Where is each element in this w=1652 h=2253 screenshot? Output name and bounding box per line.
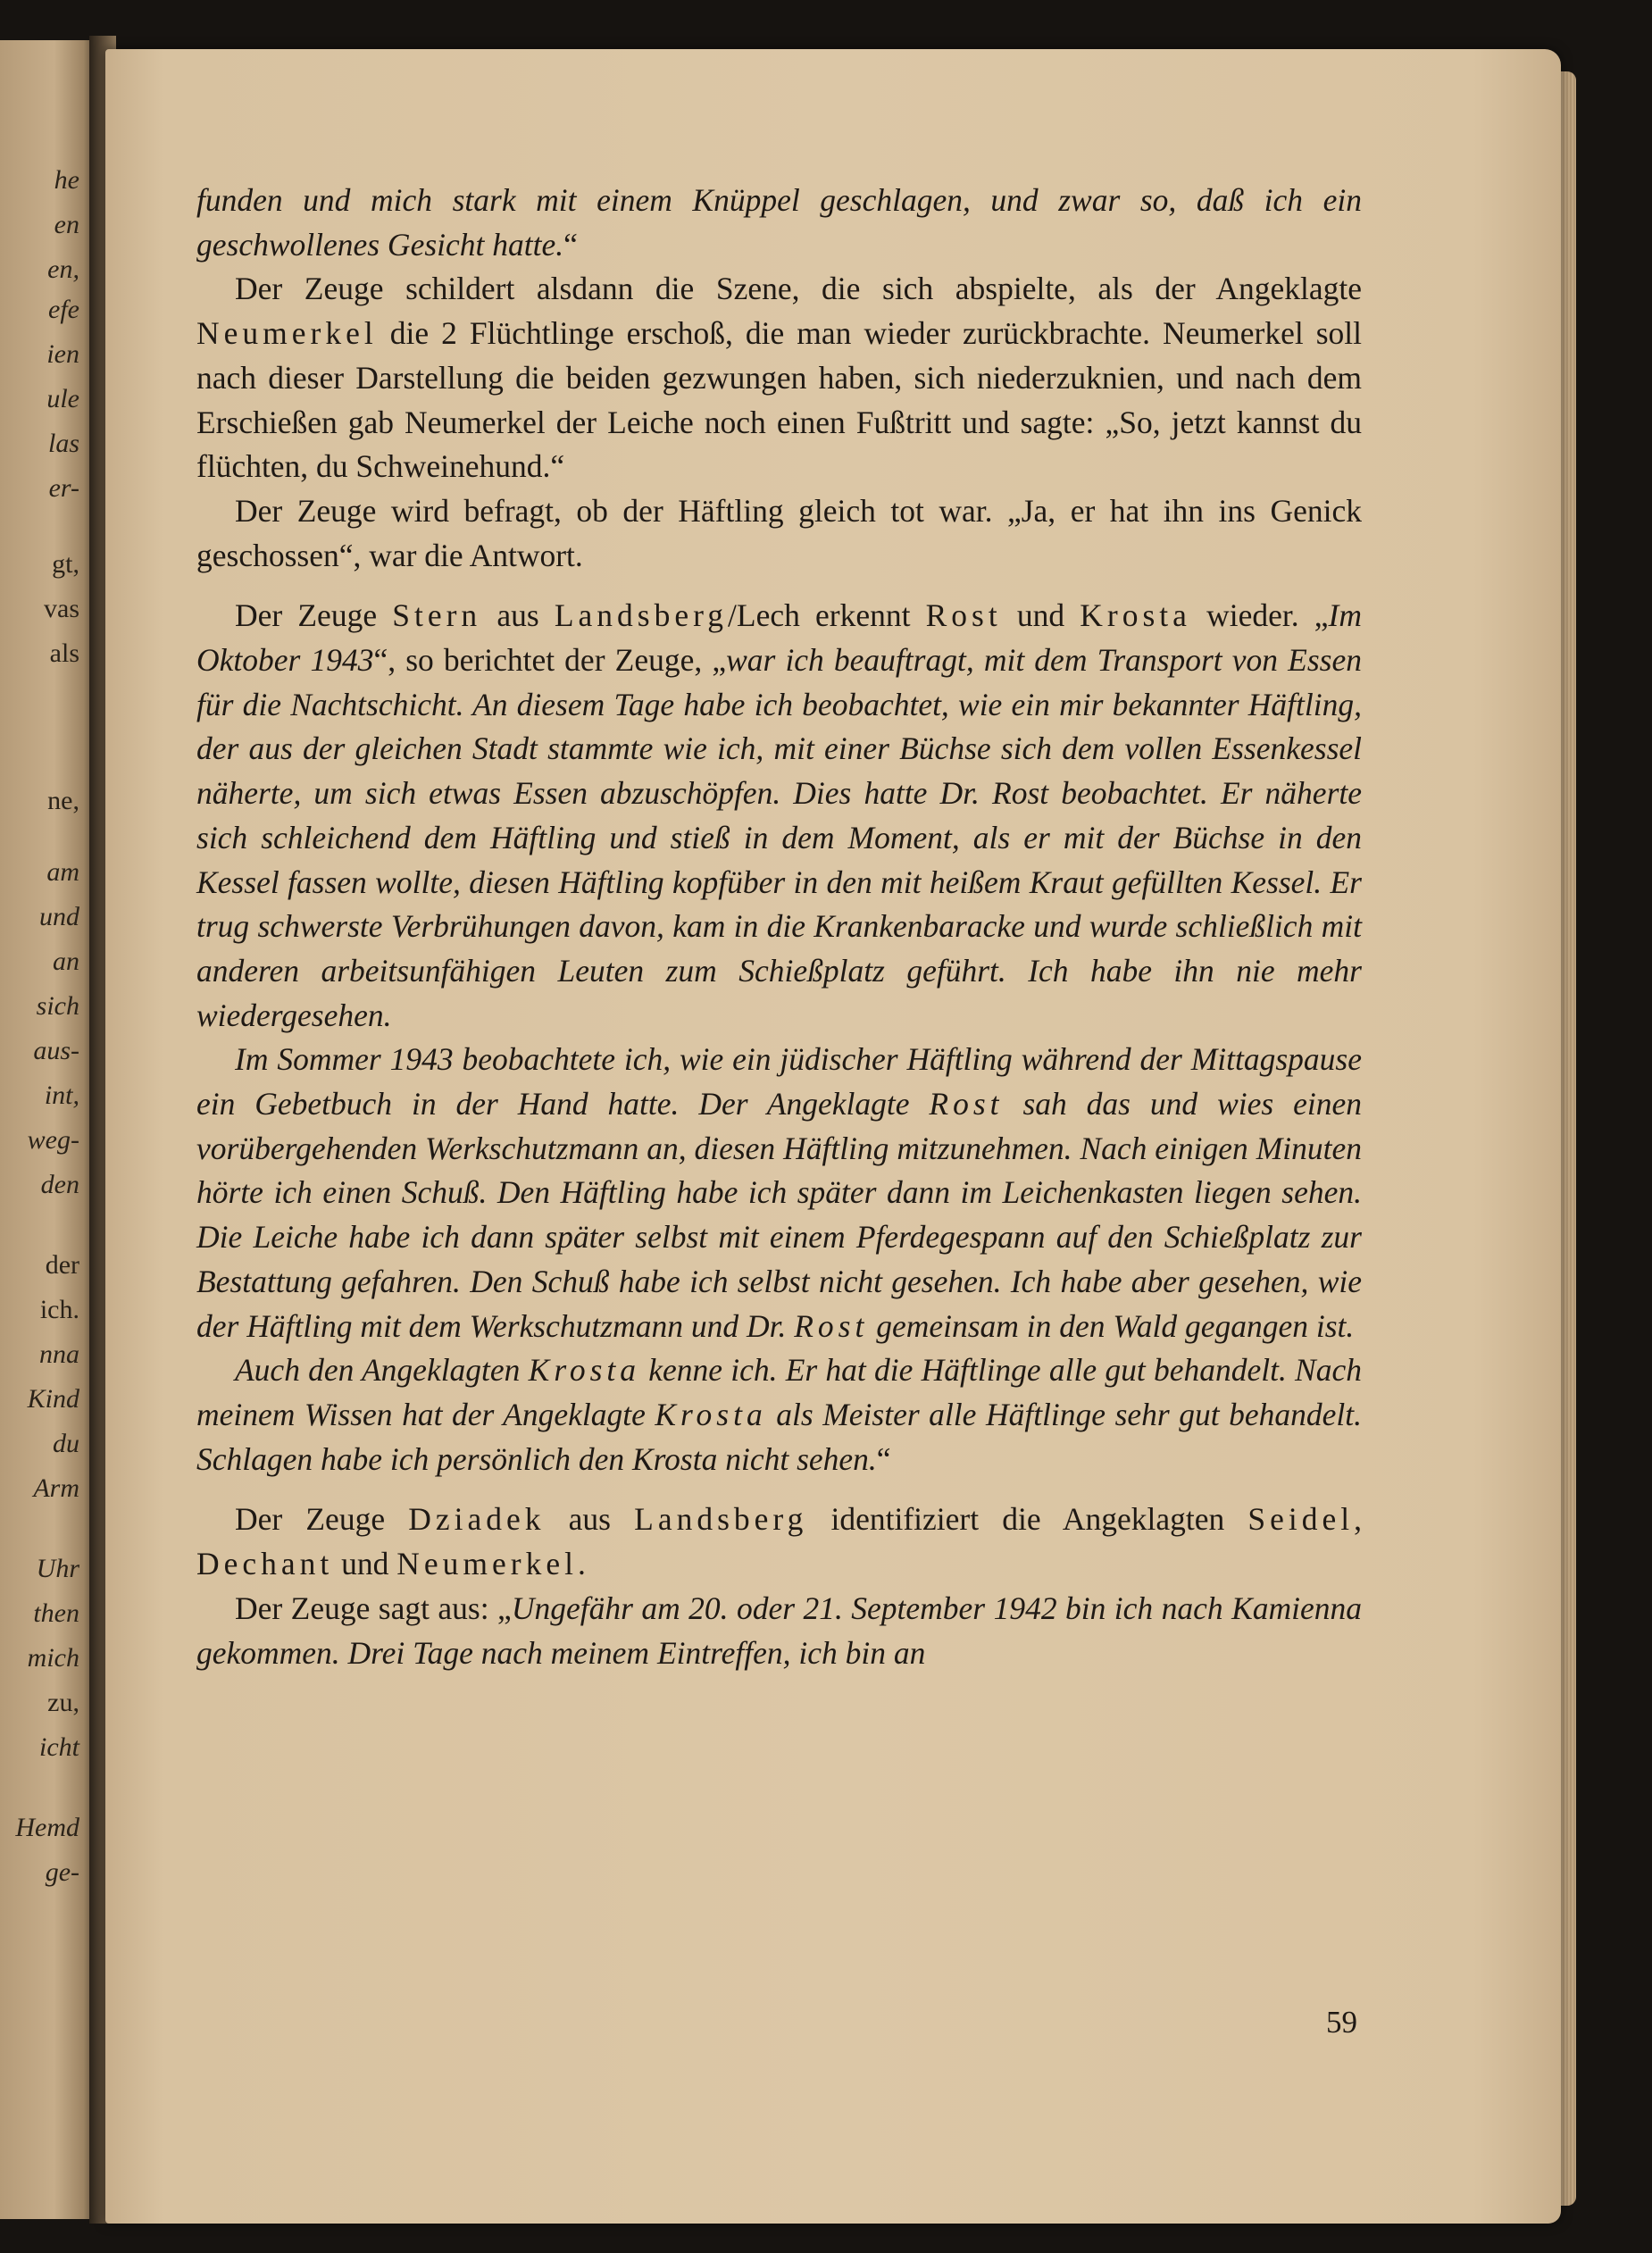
left-page-fragment: vas <box>44 594 79 623</box>
spaced-name: Landsberg <box>634 1501 808 1538</box>
left-page-fragment: nna <box>39 1339 79 1369</box>
left-page-fragment: sich <box>36 991 79 1021</box>
text-run: Der Zeuge <box>235 1501 409 1538</box>
text-run: die 2 Flüchtlinge erschoß, die man wieder zurückbrachte. Neumerkel soll nach dieser Darstellung die beiden gezwungen haben, sich niederzuknien, und nach dem Erschießen gab Neumerkel der Leiche noch einen Fußtritt und sagte: „So, jetzt kannst du flüchten, du Schweinehund.“ <box>196 315 1362 485</box>
spaced-name: Rost <box>794 1307 869 1344</box>
left-page-fragment: gt, <box>52 549 79 579</box>
text-run: , <box>1354 1501 1362 1538</box>
text-run: Ungefähr am 20. oder 21. September 1942 bin ich nach Kamienna gekommen. Drei Tage nach meinem Eintreffen, ich bin an <box>196 1590 1362 1671</box>
text-run: Im Sommer 1943 beobachtete ich, wie ein jüdischer Häftling während der Mittagspause ein Gebetbuch in der Hand hatte. Der Angeklagte <box>196 1041 1362 1122</box>
text-run: /Lech erkennt <box>728 597 926 634</box>
text-run: und <box>1001 597 1080 634</box>
page-stack-edge <box>1558 71 1576 2206</box>
spaced-name: Rost <box>929 1086 1004 1122</box>
left-page-fragment: zu, <box>47 1688 79 1717</box>
page-body-text <box>196 179 1362 1675</box>
text-run: Auch den Angeklagten <box>235 1352 529 1389</box>
text-run: als Meister alle Häftlinge sehr gut behandelt. Schlagen habe ich persönlich den Krosta nicht sehen. <box>196 1396 1362 1477</box>
left-page-fragment: ich. <box>39 1295 79 1324</box>
page-number: 59 <box>1326 2005 1357 2040</box>
text-run: sah das und wies einen vorübergehenden Werkschutzmann an, diesen Häftling mitzunehmen. Nach einigen Minuten hörte ich einen Schuß. Den Häftling habe ich später dann im Leichenkasten liegen sehen. Die Leiche habe ich dann später selbst mit einem Pferdegespann auf den Schießplatz zur Bestattung gefahren. Den Schuß habe ich selbst nicht gesehen. Ich habe aber gesehen, wie der Häftling mit dem Werkschutzmann und Dr. <box>196 1086 1362 1344</box>
left-page-fragment: las <box>47 429 79 458</box>
text-run: “ <box>563 226 578 263</box>
text-run: Der Zeuge <box>235 597 393 634</box>
left-page-fragment: an <box>53 947 79 976</box>
left-page-fragment: ge- <box>45 1857 79 1887</box>
spaced-name: Landsberg <box>554 597 729 634</box>
left-page-fragment: en, <box>47 255 79 284</box>
paragraph <box>196 267 1362 489</box>
text-run: Im Oktober 1943 <box>196 597 1362 679</box>
spaced-name: Seidel <box>1247 1501 1355 1538</box>
text-run: “, so berichtet der Zeuge, „ <box>373 642 727 679</box>
left-page-edge <box>0 40 98 2219</box>
left-page-fragment: Hemd <box>15 1813 79 1842</box>
text-run: wieder. „ <box>1190 597 1329 634</box>
left-page-fragment: ule <box>46 384 79 413</box>
text-run: und <box>333 1546 397 1582</box>
text-run: . <box>578 1546 586 1582</box>
paragraph <box>196 179 1362 267</box>
left-page-fragment: Uhr <box>36 1554 79 1583</box>
spaced-name: Neumerkel <box>396 1546 578 1582</box>
text-run: kenne ich. Er hat die Häftlinge alle gut behandelt. Nach meinem Wissen hat der Angeklagte <box>196 1352 1362 1432</box>
left-page-fragment: icht <box>39 1732 79 1762</box>
paragraph <box>196 489 1362 578</box>
left-page-fragment: als <box>49 638 79 668</box>
paragraph <box>196 1498 1362 1586</box>
spaced-name: Krosta <box>655 1396 767 1432</box>
left-page-fragment: en <box>54 210 79 239</box>
paragraph <box>196 1587 1362 1675</box>
left-page-fragment: du <box>53 1429 79 1458</box>
spaced-name: Krosta <box>528 1352 641 1389</box>
spaced-name: Neumerkel <box>196 315 378 352</box>
left-page-fragment: Kind <box>27 1384 79 1414</box>
left-page-fragment: then <box>33 1598 79 1628</box>
text-run: war ich beauftragt, mit dem Transport von Essen für die Nachtschicht. An diesem Tage habe ich beobachtet, wie ein mir bekannter Häftling, der aus der gleichen Stadt stammte wie ich, mit einer Büchse sich dem vollen Essenkessel näherte, um sich etwas Essen abzuschöpfen. Dies hatte Dr. Rost beobachtet. Er näherte sich schleichend dem Häftling und stieß in dem Moment, als er mit der Büchse in den Kessel fassen wollte, diesen Häftling kopfüber in den mit heißem Kraut gefüllten Kessel. Er trug schwerste Verbrühungen davon, kam in die Krankenbaracke und wurde schließlich mit anderen arbeitsunfähigen Leuten zum Schießplatz geführt. Ich habe ihn nie mehr wiedergesehen. <box>196 642 1362 1033</box>
text-run: Der Zeuge wird befragt, ob der Häftling gleich tot war. „Ja, er hat ihn ins Genick geschossen“, war die Antwort. <box>196 492 1362 573</box>
left-page-fragment: aus- <box>33 1036 79 1065</box>
left-page-fragment: der <box>45 1250 79 1280</box>
text-run: aus <box>481 597 555 634</box>
text-run: “ <box>876 1440 891 1477</box>
left-page-fragment: Arm <box>33 1473 79 1503</box>
text-run: identifiziert die Angeklagten <box>807 1501 1248 1538</box>
left-page-fragment: ne, <box>47 786 79 815</box>
spaced-name: Stern <box>392 597 482 634</box>
spaced-name: Rost <box>925 597 1002 634</box>
spaced-name: Dziadek <box>408 1501 546 1538</box>
left-page-fragment: he <box>54 165 79 195</box>
left-page-fragment: und <box>39 902 79 931</box>
spaced-name: Dechant <box>196 1546 334 1582</box>
text-run: Der Zeuge schildert alsdann die Szene, die sich abspielte, als der Angeklagte <box>235 271 1362 307</box>
text-run: aus <box>545 1501 635 1538</box>
left-page-fragment: efe <box>48 295 79 324</box>
left-page-fragment: mich <box>27 1643 79 1673</box>
left-page-fragment: er- <box>48 473 79 503</box>
text-run: Der Zeuge sagt aus: „ <box>235 1590 512 1626</box>
left-page-text-fragments <box>0 40 85 2219</box>
paragraph <box>196 1348 1362 1481</box>
left-page-fragment: am <box>46 857 79 887</box>
left-page-fragment: den <box>40 1170 79 1199</box>
paragraph <box>196 594 1362 1038</box>
spaced-name: Krosta <box>1080 597 1191 634</box>
left-page-fragment: int, <box>44 1081 79 1110</box>
text-run: funden und mich stark mit einem Knüppel geschlagen, und zwar so, daß ich ein geschwollenes Gesicht hatte. <box>196 182 1362 263</box>
left-page-fragment: weg- <box>27 1125 79 1155</box>
paragraph <box>196 1038 1362 1348</box>
left-page-fragment: ien <box>46 339 79 369</box>
text-run: gemeinsam in den Wald gegangen ist. <box>868 1307 1355 1344</box>
